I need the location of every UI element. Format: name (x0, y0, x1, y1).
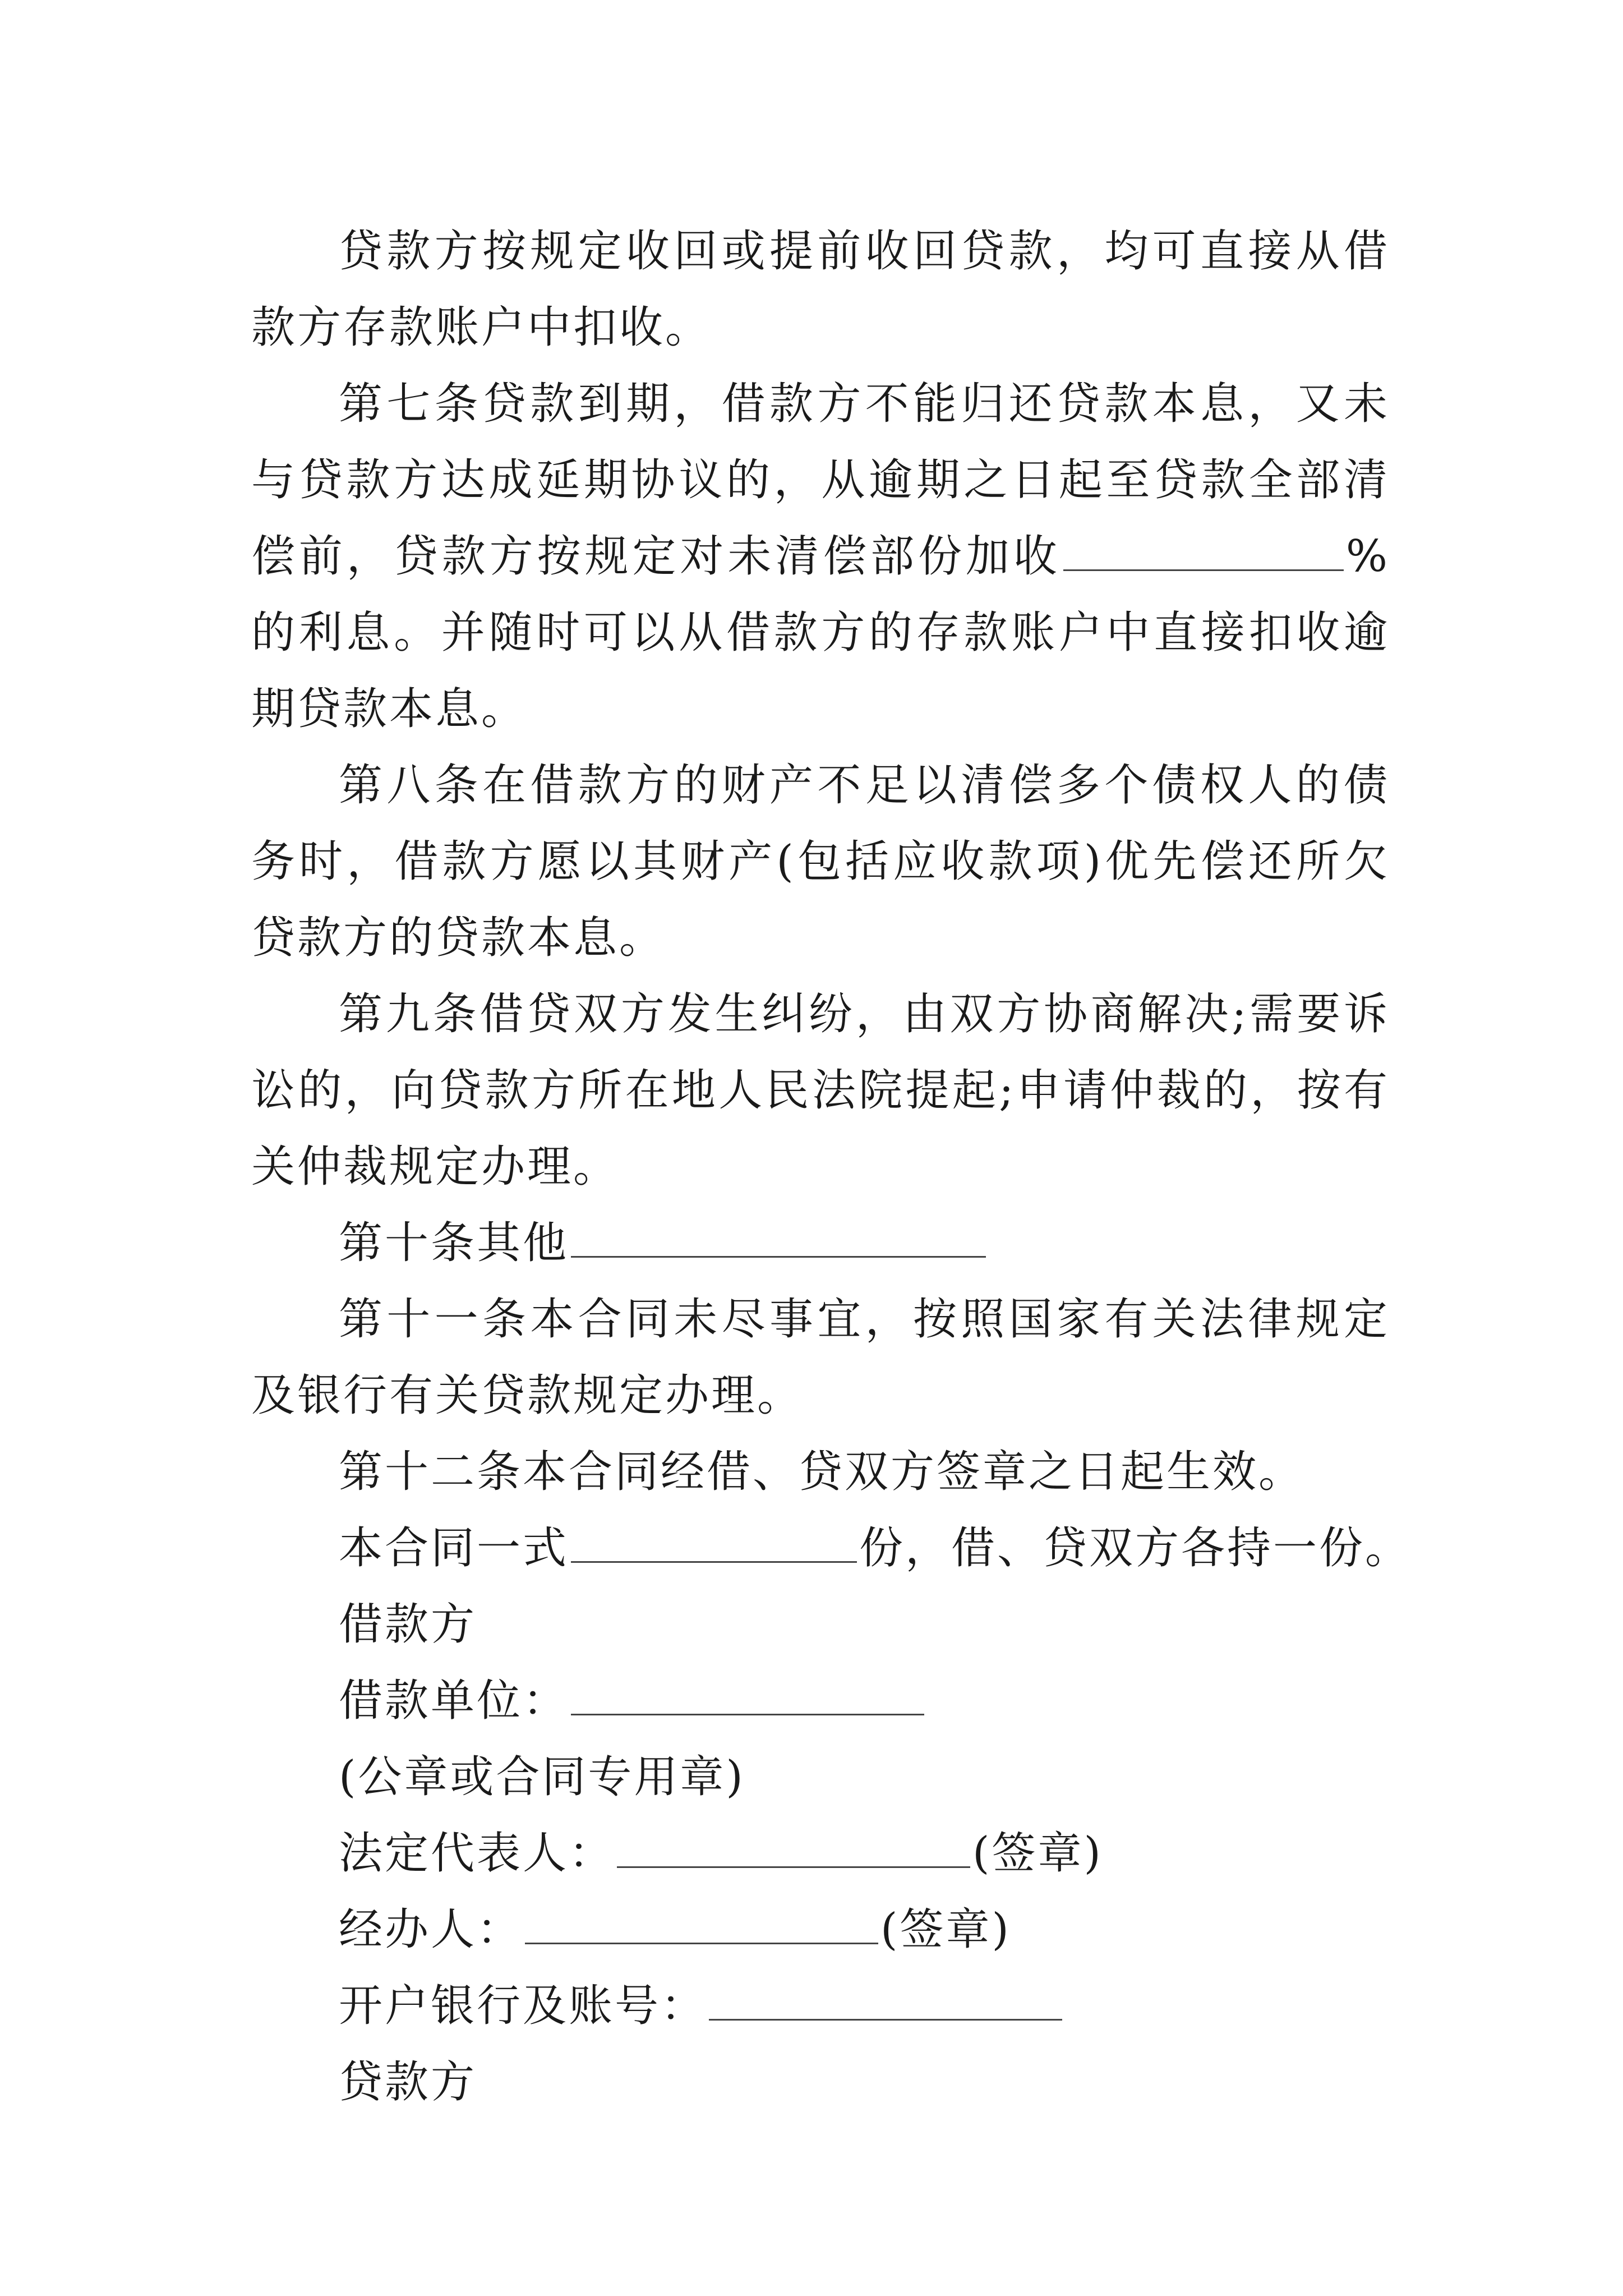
article-7-text: 第七条贷款到期，借款方不能归还贷款本息，又未与贷款方达成延期协议的，从逾期之日起至贷款全部清偿前，贷款方按规定对未清偿部份加收 (251, 379, 1390, 582)
article-11: 第十一条本合同未尽事宜，按照国家有关法律规定及银行有关贷款规定办理。 (251, 1294, 1390, 1421)
bank-account-line (251, 1968, 1390, 2044)
article-7 (251, 366, 1390, 747)
handler-line (251, 1892, 1390, 1968)
borrower-unit-line (251, 1663, 1390, 1739)
legal-rep-label: 法定代表人： (339, 1828, 615, 1879)
legal-rep-blank[interactable] (617, 1827, 970, 1868)
borrower-heading: 借款方 (339, 1599, 477, 1650)
legal-rep-line (251, 1815, 1390, 1892)
paragraph-recall-loan: 贷款方按规定收回或提前收回贷款，均可直接从借款方存款账户中扣收。 (251, 226, 1390, 353)
article-10 (251, 1205, 1390, 1281)
copies-text: 本合同一式 (339, 1523, 569, 1573)
handler-label: 经办人： (339, 1904, 523, 1955)
lender-heading: 贷款方 (339, 2057, 477, 2108)
bank-account-label: 开户银行及账号： (339, 1981, 707, 2031)
borrower-unit-blank[interactable] (571, 1674, 924, 1715)
handler-suffix: (签章) (880, 1904, 1011, 1955)
article-9: 第九条借贷双方发生纠纷，由双方协商解决;需要诉讼的，向贷款方所在地人民法院提起;申请仲裁的，按有关仲裁规定办理。 (251, 989, 1390, 1192)
bank-account-blank[interactable] (709, 1980, 1062, 2021)
seal-note: (公章或合同专用章) (339, 1752, 745, 1802)
handler-blank[interactable] (525, 1903, 878, 1944)
borrower-unit-label: 借款单位： (339, 1676, 569, 1726)
interest-rate-blank[interactable] (1063, 530, 1344, 571)
article-8: 第八条在借款方的财产不足以清偿多个债权人的债务时，借款方愿以其财产(包括应收款项)优先偿还所欠贷款方的贷款本息。 (251, 760, 1390, 963)
legal-rep-suffix: (签章) (972, 1828, 1103, 1879)
article-7-text-end: %的利息。并随时可以从借款方的存款账户中直接扣收逾期贷款本息。 (251, 531, 1390, 734)
document-page (251, 213, 1412, 2120)
article-10-text: 第十条其他 (339, 1218, 569, 1268)
copies-line (251, 1510, 1412, 1586)
other-terms-blank[interactable] (571, 1217, 986, 1258)
article-12: 第十二条本合同经借、贷双方签章之日起生效。 (339, 1447, 1305, 1497)
copies-text-end: 份，借、贷双方各持一份。 (859, 1523, 1412, 1573)
copies-blank[interactable] (571, 1522, 857, 1563)
